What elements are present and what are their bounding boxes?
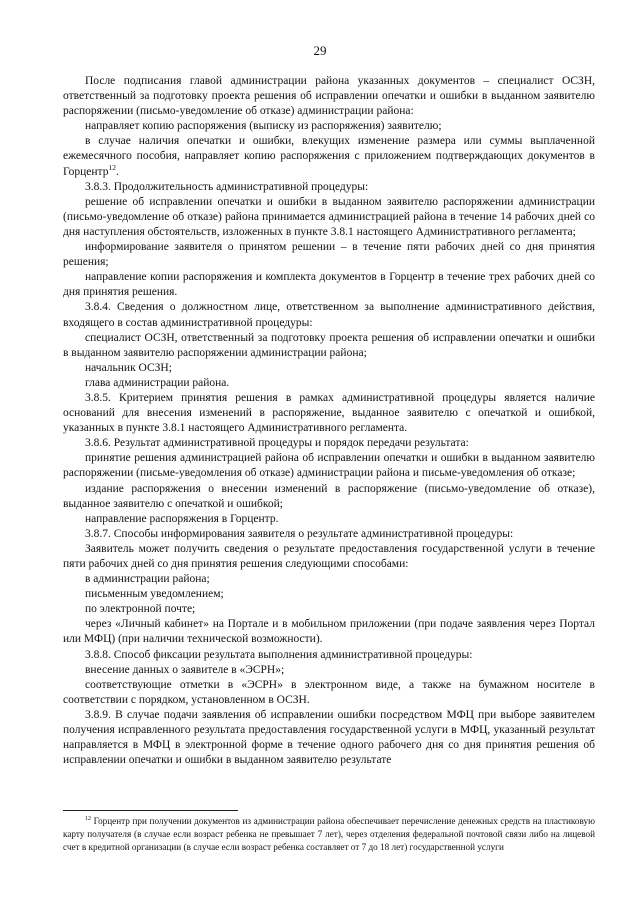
paragraph-applicant-info: Заявитель может получить сведения о результате предоставления государственной услуги в течение пяти рабочих дней со дня принятия решения следующими способами: xyxy=(63,542,595,570)
paragraph-esrn-entry: внесение данных о заявителе в «ЭСРН»; xyxy=(85,663,285,676)
section-3-8-4-heading: 3.8.4. Сведения о должностном лице, ответственном за выполнение административного действия, входящего в состав административной процедуры: xyxy=(63,301,595,329)
footnote-text: Горцентр при получении документов из администрации района обеспечивает перечисление денежных средств на пластиковую карту получателя (в случае если возраст ребенка не превышает 7 лет), через отделения федеральной почтовой связи либо на лицевой счет в кредитной организации (в случае если возраст ребенка составляет от 7 до 18 лет) государственной услуги xyxy=(63,816,595,852)
paragraph-method-letter: письменным уведомлением; xyxy=(85,588,224,601)
section-3-8-3-heading: 3.8.3. Продолжительность административной процедуры: xyxy=(85,180,369,193)
paragraph-send-copy: направляет копию распоряжения (выписку из распоряжения) заявителю; xyxy=(85,120,442,133)
footnote-number: 12 xyxy=(85,815,91,822)
section-3-8-9: 3.8.9. В случае подачи заявления об исправлении ошибки посредством МФЦ при выборе заявителем получения исправленного результата предоставления государственной услуги в МФЦ, указанный результат направляется в МФЦ в электронной форме в течение одного рабочего дня со дня принятия решения об исправлении опечатки и ошибки в выданном заявителю результате xyxy=(63,708,595,767)
section-3-8-6-heading: 3.8.6. Результат административной процедуры и порядок передачи результата: xyxy=(85,437,469,450)
paragraph-esrn-marks: соответствующие отметки в «ЭСРН» в электронном виде, а также на бумажном носителе в соответствии с порядком, установленном в ОСЗН. xyxy=(63,678,595,706)
section-3-8-7-heading: 3.8.7. Способы информирования заявителя о результате административной процедуры: xyxy=(85,527,514,540)
paragraph-method-email: по электронной почте; xyxy=(85,603,196,616)
footnote xyxy=(63,815,595,854)
paragraph-method-cabinet: через «Личный кабинет» на Портале и в мобильном приложении (при подаче заявления через Портал или МФЦ) (при наличии технической возможности). xyxy=(63,618,595,646)
section-3-8-8-heading: 3.8.8. Способ фиксации результата выполнения административной процедуры: xyxy=(85,648,473,661)
paragraph-order-issue: издание распоряжения о внесении изменений в распоряжение (письмо-уведомление об отказе), выданное заявителю с опечаткой и ошибкой; xyxy=(63,482,595,510)
document-body xyxy=(63,74,595,768)
paragraph-head-admin: глава администрации района. xyxy=(85,376,230,389)
paragraph-typo-case xyxy=(63,134,595,179)
paragraph-intro: После подписания главой администрации района указанных документов – специалист ОСЗН, ответственный за подготовку проекта решения об исправлении опечатки и ошибки в выданном заявителю распоряжении (письмо-уведомление об отказе) администрации района: xyxy=(63,75,595,118)
footnote-divider xyxy=(63,810,238,811)
paragraph-decision-term: решение об исправлении опечатки и ошибки в выданном заявителю распоряжении администрации (письмо-уведомление об отказе) района принимается администрацией района в течение 14 рабочих дней со дня наступления обстоятельств, изложенных в пункте 3.8.1 настоящего Административного регламента; xyxy=(63,195,595,238)
paragraph-inform-term: информирование заявителя о принятом решении – в течение пяти рабочих дней со дня принятия решения; xyxy=(63,241,595,269)
paragraph-send-term: направление копии распоряжения и комплекта документов в Горцентр в течение трех рабочих дней со дня принятия решения. xyxy=(63,271,595,299)
paragraph-order-send: направление распоряжения в Горцентр. xyxy=(85,512,279,525)
page-number: 29 xyxy=(313,43,327,58)
paragraph-method-admin: в администрации района; xyxy=(85,573,210,586)
paragraph-head-oszn: начальник ОСЗН; xyxy=(85,361,172,374)
paragraph-specialist: специалист ОСЗН, ответственный за подготовку проекта решения об исправлении опечатки и ошибки в выданном заявителю распоряжении администрации района; xyxy=(63,331,595,359)
paragraph-typo-case-text: в случае наличия опечатки и ошибки, влекущих изменение размера или суммы выплаченной ежемесячного пособия, направляет копию распоряжения с приложением подтверждающих документов в Горцентр xyxy=(63,135,595,178)
section-3-8-5: 3.8.5. Критерием принятия решения в рамках административной процедуры является наличие оснований для внесения изменений в распоряжение, выданное заявителю с опечаткой и ошибкой, указанных в пункте 3.8.1 настоящего Административного регламента. xyxy=(63,391,595,435)
footnote-reference-suffix: . xyxy=(115,165,119,178)
paragraph-decision-result: принятие решения администрацией района об исправлении опечатки и ошибки в выданном заявителю распоряжении (письме-уведомления об отказе) администрации района и письме-уведомления об отказе; xyxy=(63,452,595,480)
footnote-reference: 12 xyxy=(108,162,116,172)
